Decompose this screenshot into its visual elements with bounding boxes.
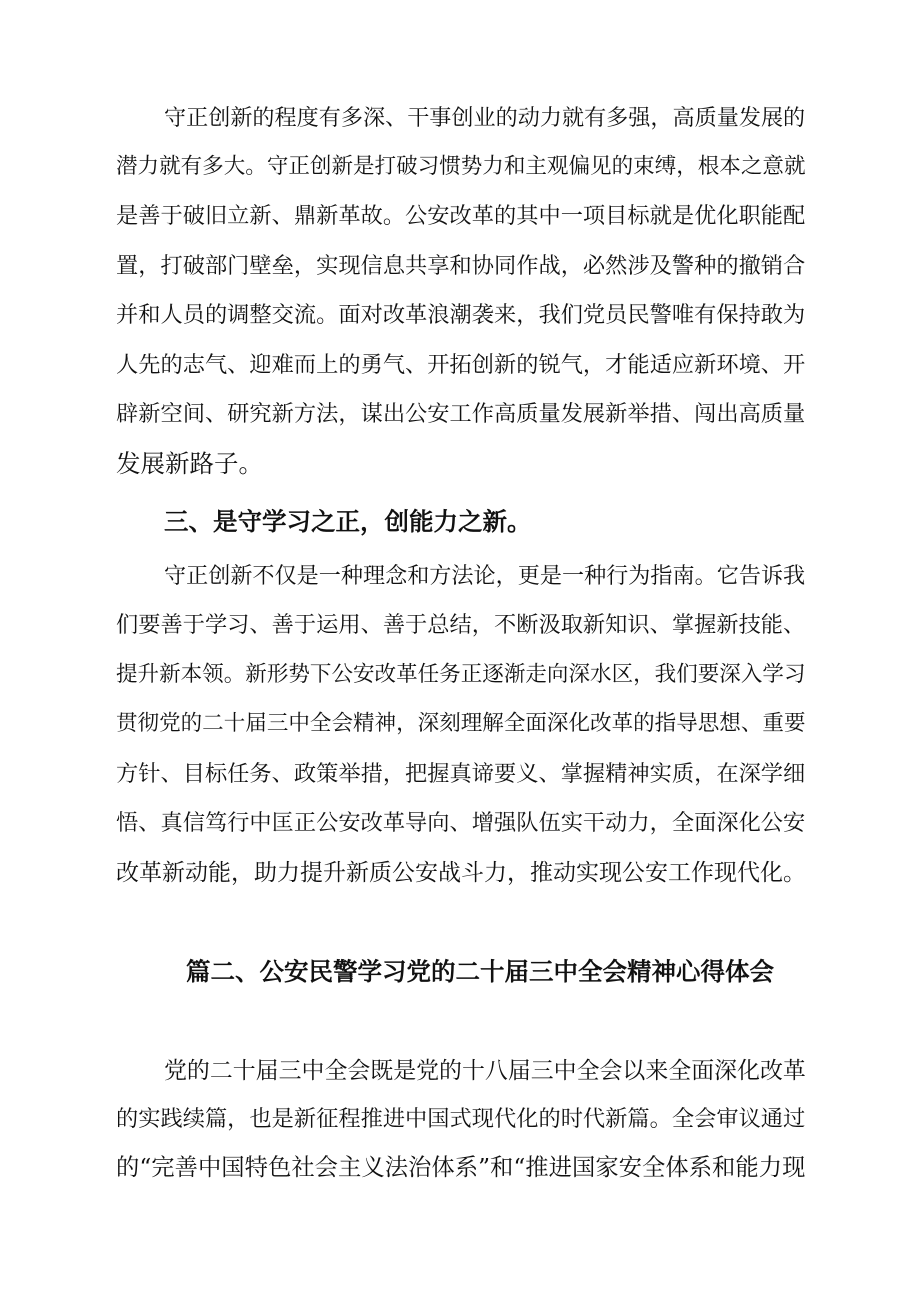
paragraph-3-line: 的“完善中国特色社会主义法治体系”和“推进国家安全体系和能力现 [116, 1153, 806, 1181]
paragraph-2-line: 改革新动能，助力提升新质公安战斗力，推动实现公安工作现代化。 [116, 860, 806, 886]
paragraph-1-line: 潜力就有多大。守正创新是打破习惯势力和主观偏见的束缚，根本之意就 [116, 154, 806, 179]
paragraph-1-line: 置，打破部门壁垒，实现信息共享和协同作战，必然涉及警种的撤销合 [116, 253, 806, 279]
paragraph-2-line: 提升新本领。新形势下公安改革任务正逐渐走向深水区，我们要深入学习 [116, 662, 806, 687]
article-title: 篇二、公安民警学习党的二十届三中全会精神心得体会 [186, 957, 774, 986]
paragraph-3-line: 的实践续篇，也是新征程推进中国式现代化的时代新篇。全会审议通过 [116, 1106, 806, 1132]
paragraph-1-line: 是善于破旧立新、鼎新革故。公安改革的其中一项目标就是优化职能配 [116, 203, 806, 229]
paragraph-2-line: 贯彻党的二十届三中全会精神，深刻理解全面深化改革的指导思想、重要 [116, 711, 806, 736]
section-heading: 三、是守学习之正，创能力之新。 [164, 507, 532, 536]
paragraph-2-line: 守正创新不仅是一种理念和方法论，更是一种行为指南。它告诉我 [164, 563, 806, 589]
paragraph-1-line: 发展新路子。 [116, 449, 263, 478]
paragraph-1-line: 并和人员的调整交流。面对改革浪潮袭来，我们党员民警唯有保持敢为 [116, 302, 806, 328]
paragraph-1-line: 守正创新的程度有多深、干事创业的动力就有多强，高质量发展的 [164, 105, 806, 131]
paragraph-1-line: 辟新空间、研究新方法，谋出公安工作高质量发展新举措、闯出高质量 [116, 401, 806, 427]
paragraph-2-line: 们要善于学习、善于运用、善于总结，不断汲取新知识、掌握新技能、 [116, 612, 806, 638]
paragraph-1-line: 人先的志气、迎难而上的勇气、开拓创新的锐气，才能适应新环境、开 [116, 352, 806, 378]
paragraph-2-line: 悟、真信笃行中匡正公安改革导向、增强队伍实干动力，全面深化公安 [116, 810, 806, 836]
paragraph-2-line: 方针、目标任务、政策举措，把握真谛要义、掌握精神实质，在深学细 [116, 761, 806, 787]
paragraph-3-line: 党的二十届三中全会既是党的十八届三中全会以来全面深化改革 [164, 1058, 806, 1084]
